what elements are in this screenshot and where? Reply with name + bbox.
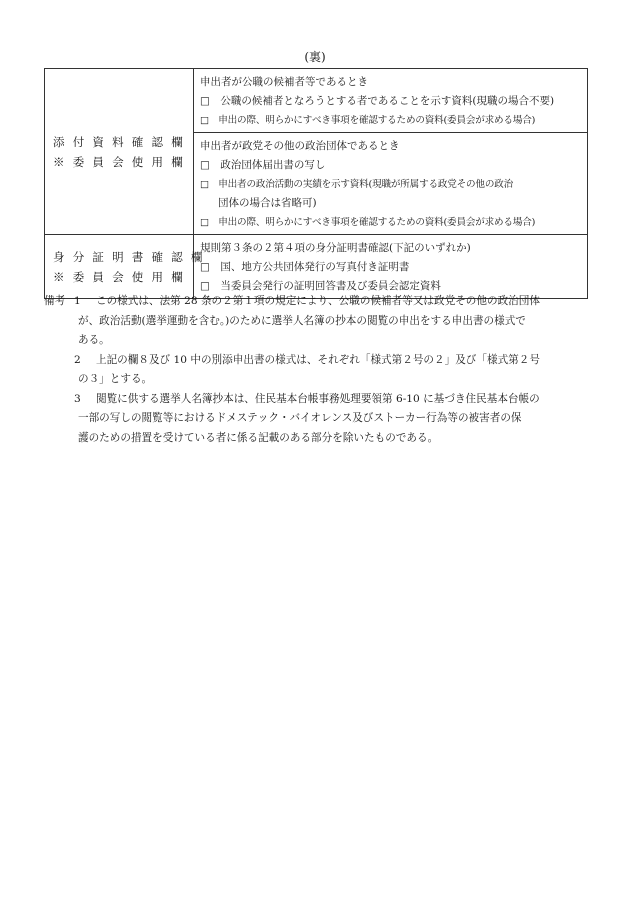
remarks-section <box>44 292 592 448</box>
remark-text-cont: が、政治活動(選挙運動を含む。)のために選挙人名簿の抄本の閲覧の申出をする申出書の様式で <box>78 314 526 327</box>
remark-item-2 <box>44 351 592 371</box>
remark-text-cont: 一部の写しの閲覧等におけるドメステック・バイオレンス及びストーカー行為等の被害者の保 <box>78 412 522 424</box>
committee-certificate-checkbox[interactable]: □ 当委員会発行の証明回答書及び委員会認定資料 <box>200 280 441 292</box>
remark-text: 上記の欄８及び 10 中の別添申出書の様式は、それぞれ「様式第２号の２」及び「様式第２号 <box>96 353 540 366</box>
id-check-section <box>194 235 588 299</box>
party-section-heading: 申出者が政党その他の政治団体であるとき <box>200 140 400 152</box>
id-check-heading: 規則第３条の２第４項の身分証明書確認(下記のいずれか) <box>200 242 471 254</box>
id-check-label <box>45 235 211 299</box>
remark-item-3 <box>44 390 592 410</box>
confirmation-table <box>44 68 588 299</box>
attachment-check-label-line2: ※委員会使用欄 <box>53 154 191 169</box>
party-activity-checkbox-cont: 団体の場合は省略可) <box>218 197 317 209</box>
party-registration-checkbox[interactable]: □ 政治団体届出書の写し <box>200 159 326 171</box>
page-header: (裏) <box>304 50 326 64</box>
candidate-section-heading: 申出者が公職の候補者等であるとき <box>200 76 368 88</box>
attachment-check-label <box>45 69 194 235</box>
attachment-check-row <box>45 69 588 133</box>
party-activity-checkbox[interactable]: □ 申出者の政治活動の実績を示す資料(現職が所属する政党その他の政治 <box>200 179 514 190</box>
remark-text-cont: ある。 <box>78 334 110 346</box>
remark-number: 2 <box>74 353 81 366</box>
remark-text: この様式は、法第 28 条の２第１項の規定により、公職の候補者等又は政党その他の政治団体 <box>96 295 540 307</box>
remark-text-cont: の３」とする。 <box>78 373 153 385</box>
remark-number: 1 <box>74 295 81 307</box>
party-confirm-checkbox[interactable]: □ 申出の際、明らかにすべき事項を確認するための資料(委員会が求める場合) <box>200 217 536 228</box>
remark-text-cont: 護のための措置を受けている者に係る記載のある部分を除いたものである。 <box>78 431 439 444</box>
id-check-label-line2: ※委員会使用欄 <box>53 269 191 284</box>
remarks-label: 備考 <box>44 295 66 307</box>
attachment-check-label-line1: 添付資料確認欄 <box>53 134 191 149</box>
remark-text: 閲覧に供する選挙人名簿抄本は、住民基本台帳事務処理要領第 6-10 に基づき住民基本台帳の <box>96 392 540 405</box>
candidate-section <box>194 69 588 133</box>
remark-number: 3 <box>74 392 81 405</box>
id-check-row <box>45 235 588 299</box>
id-check-label-line1: 身分証明書確認欄 <box>53 249 211 264</box>
remark-item-1 <box>44 292 592 312</box>
candidate-confirm-checkbox[interactable]: □ 申出の際、明らかにすべき事項を確認するための資料(委員会が求める場合) <box>200 115 536 126</box>
candidate-proof-checkbox[interactable]: □ 公職の候補者となろうとする者であることを示す資料(現職の場合不要) <box>200 95 555 107</box>
party-section <box>194 133 588 235</box>
photo-id-checkbox[interactable]: □ 国、地方公共団体発行の写真付き証明書 <box>200 261 410 273</box>
